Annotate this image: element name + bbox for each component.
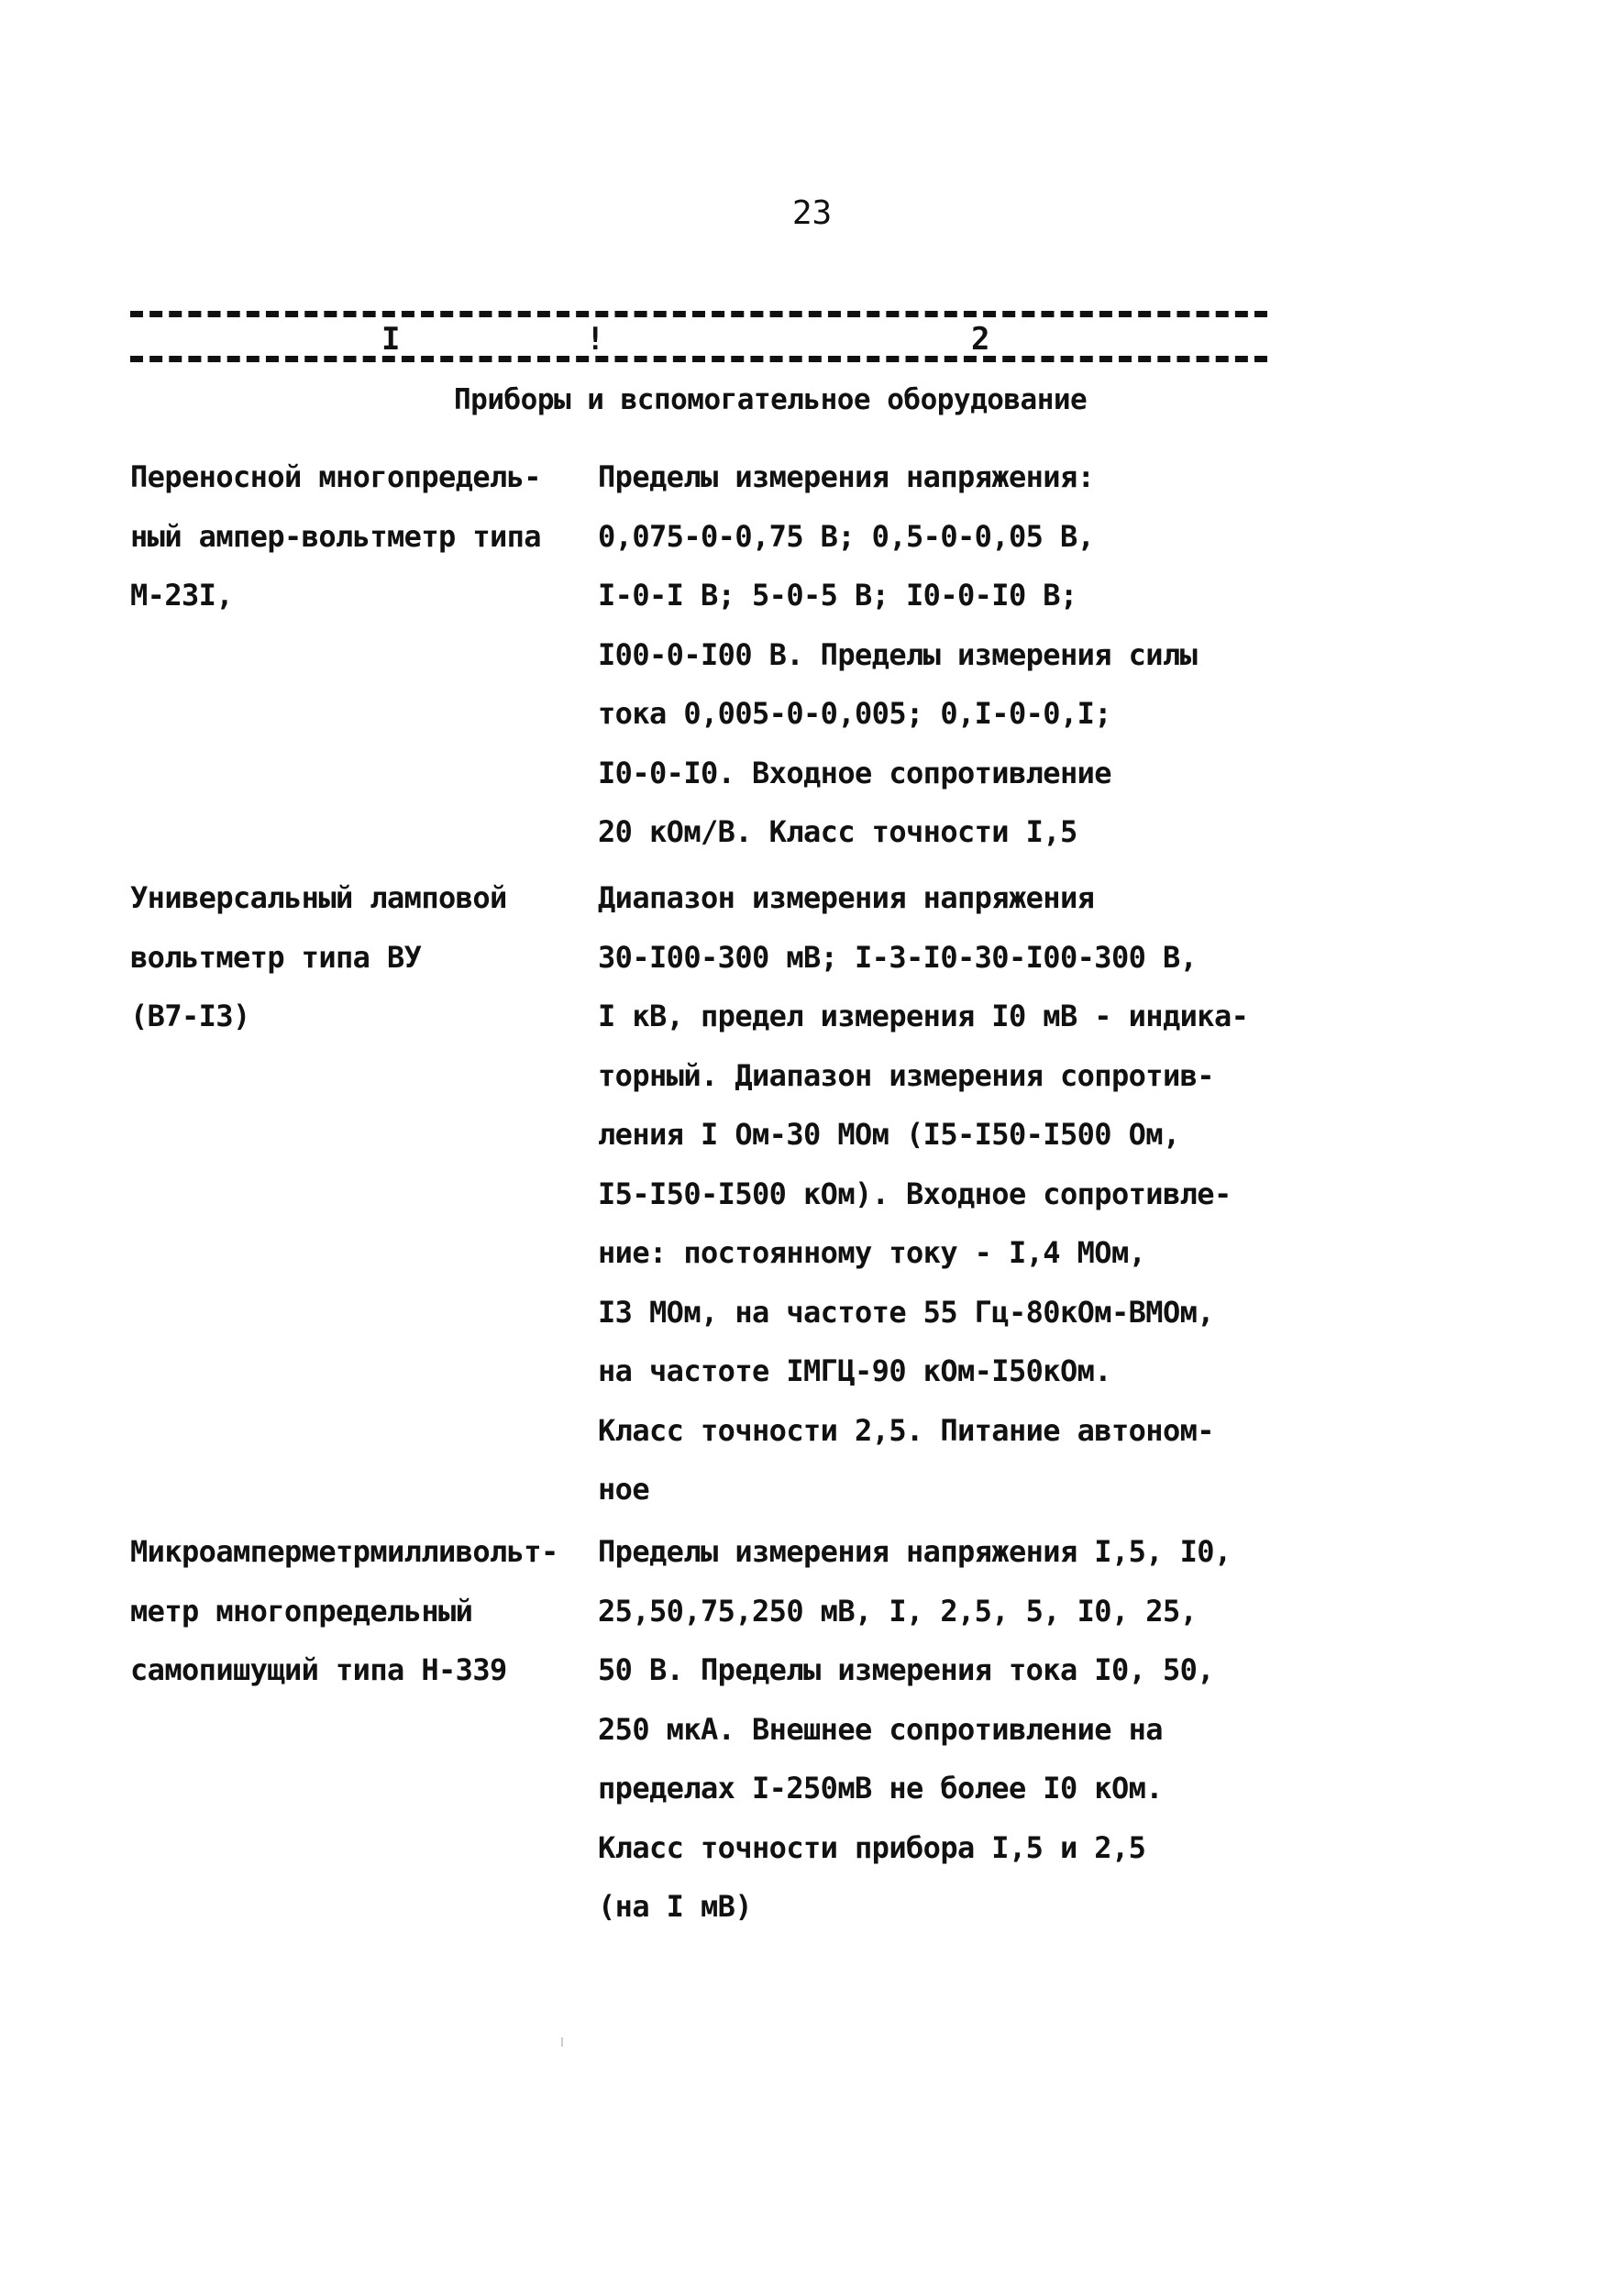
- column-separator: !: [582, 323, 608, 356]
- instrument-name: Переносной многопредель- ный ампер-вольтметр типа М-23I,: [130, 459, 541, 613]
- instrument-name: Микроамперметрмилливольт- метр многопредельный самопишущий типа Н-339: [130, 1534, 558, 1687]
- section-heading: Приборы и вспомогательное оборудование: [454, 383, 1088, 416]
- column-number-2: 2: [967, 323, 993, 356]
- instrument-specification: Пределы измерения напряжения: 0,075-0-0,75 В; 0,5-0-0,05 В, I-0-I В; 5-0-5 В; I0-0-I0 В; I00-0-I00 В. Пределы измерения силы тока 0,005-0-0,005; 0,I-0-0,I; I0-0-I0. Входное сопротивление 20 кОм/В. Класс точности I,5: [598, 459, 1198, 849]
- instrument-specification: Пределы измерения напряжения I,5, I0, 25,50,75,250 мВ, I, 2,5, 5, I0, 25, 50 В. Пределы измерения тока I0, 50, 250 мкА. Внешнее сопротивление на пределах I-250мВ не более I0 кОм. Класс точности прибора I,5 и 2,5 (на I мВ): [598, 1534, 1232, 1924]
- page-number: 23: [791, 194, 833, 232]
- instrument-name: Универсальный ламповой вольтметр типа ВУ (В7-I3): [130, 880, 507, 1033]
- table-header-rule: [130, 356, 1267, 362]
- instrument-specification: Диапазон измерения напряжения 30-I00-300 мВ; I-3-I0-30-I00-300 В, I кВ, предел измерения I0 мВ - индика- торный. Диапазон измерения сопротив- ления I Ом-30 МОм (I5-I50-I500 Ом, I5-I50-I500 кОм). Входное сопротивле- ние: постоянному току - I,4 МОм, I3 МОм, на частоте 55 Гц-80кОм-ВМОм, на частоте IМГЦ-90 кОм-I50кОм. Класс точности 2,5. Питание автоном- ное: [598, 880, 1249, 1507]
- column-number-1: I: [378, 323, 403, 356]
- table-top-rule: [130, 311, 1267, 317]
- scan-mark: [561, 2038, 563, 2047]
